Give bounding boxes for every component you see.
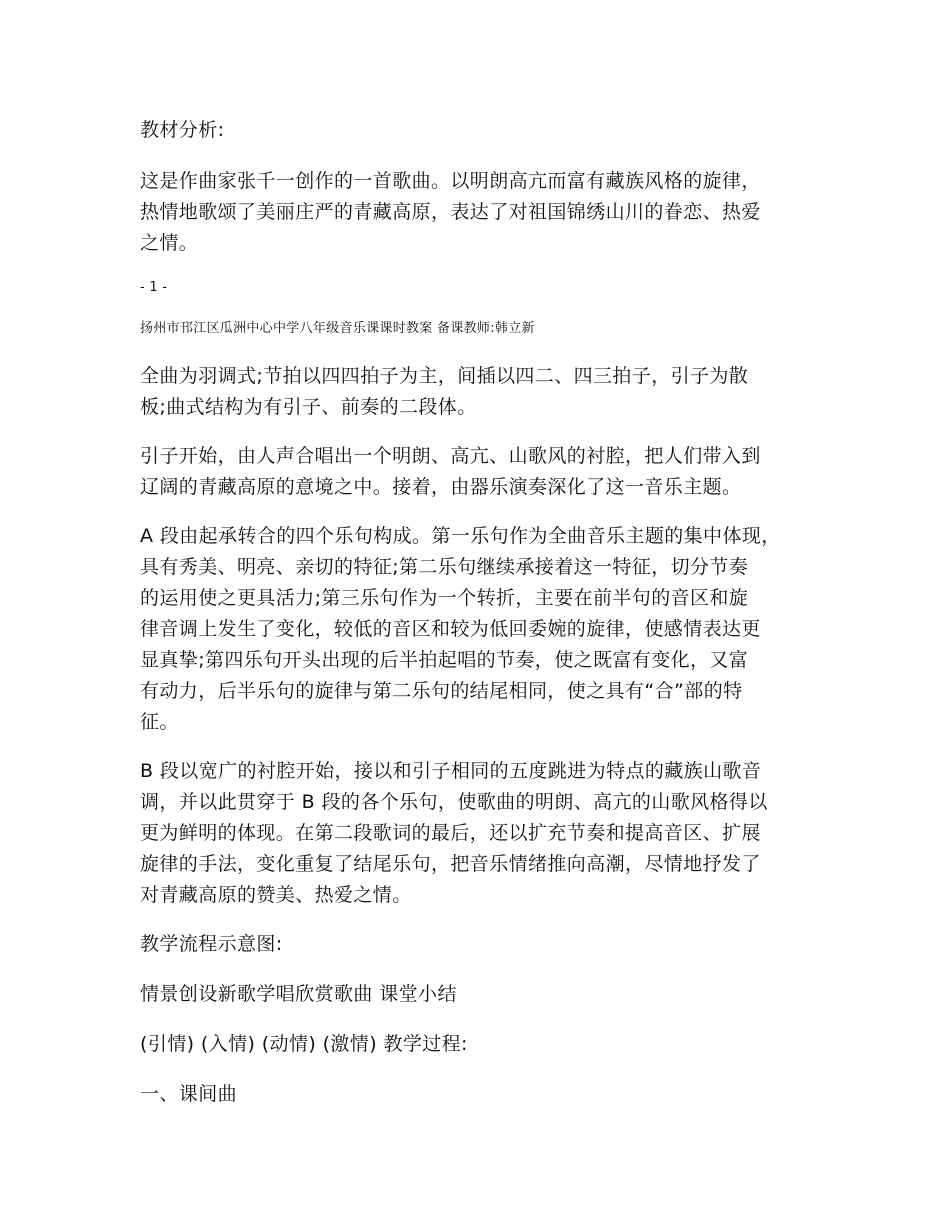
section-b-paragraph: B 段以宽广的衬腔开始，接以和引子相同的五度跳进为特点的藏族山歌音 调，并以此贯穿于 B 段的各个乐句，使歌曲的明朗、高亢的山歌风格得以 更为鲜明的体现。在第二段歌词的最后，还以扩充节奏和提高音区、扩展 旋律的手法，变化重复了结尾乐句，把音乐情绪推向高潮，尽情地抒发了 对青藏高原的赞美、热爱之情。 <box>140 760 768 906</box>
section-one-heading: 一、课间曲 <box>140 1083 238 1105</box>
flow-steps: 情景创设新歌学唱欣赏歌曲 课堂小结 <box>140 983 457 1005</box>
heading-analysis: 教材分析: <box>140 119 225 141</box>
introduction-paragraph: 引子开始，由人声合唱出一个明朗、高亢、山歌风的衬腔，把人们带入到 辽阔的青藏高原的意境之中。接着，由器乐演奏深化了这一音乐主题。 <box>140 445 761 498</box>
section-a-paragraph: A 段由起承转合的四个乐句构成。第一乐句作为全曲音乐主题的集中体现， 具有秀美、明亮、亲切的特征;第二乐句继续承接着这一特征，切分节奏 的运用使之更具活力;第三乐句作为一个转折，主要在前半句的音区和旋 律音调上发生了变化，较低的音区和较为低回委婉的旋律，使感情表达更 显真挚;第四乐句开头出现的后半拍起唱的节奏，使之既富有变化，又富 有动力，后半乐句的旋律与第二乐句的结尾相同，使之具有“合”部的特 征。 <box>140 525 781 733</box>
running-header: 扬州市邗江区瓜洲中心中学八年级音乐课课时教案 备课教师:韩立新 <box>140 321 535 336</box>
mode-paragraph: 全曲为羽调式;节拍以四四拍子为主，间插以四二、四三拍子，引子为散 板;曲式结构为有引子、前奏的二段体。 <box>140 365 749 418</box>
page-number: - 1 - <box>140 280 168 295</box>
intro-paragraph: 这是作曲家张千一创作的一首歌曲。以明朗高亢而富有藏族风格的旋律， 热情地歌颂了美丽庄严的青藏高原，表达了对祖国锦绣山川的眷恋、热爱 之情。 <box>140 170 761 254</box>
flow-moods: (引情) (入情) (动情) (激情) 教学过程: <box>140 1033 468 1055</box>
heading-flow: 教学流程示意图: <box>140 933 283 955</box>
